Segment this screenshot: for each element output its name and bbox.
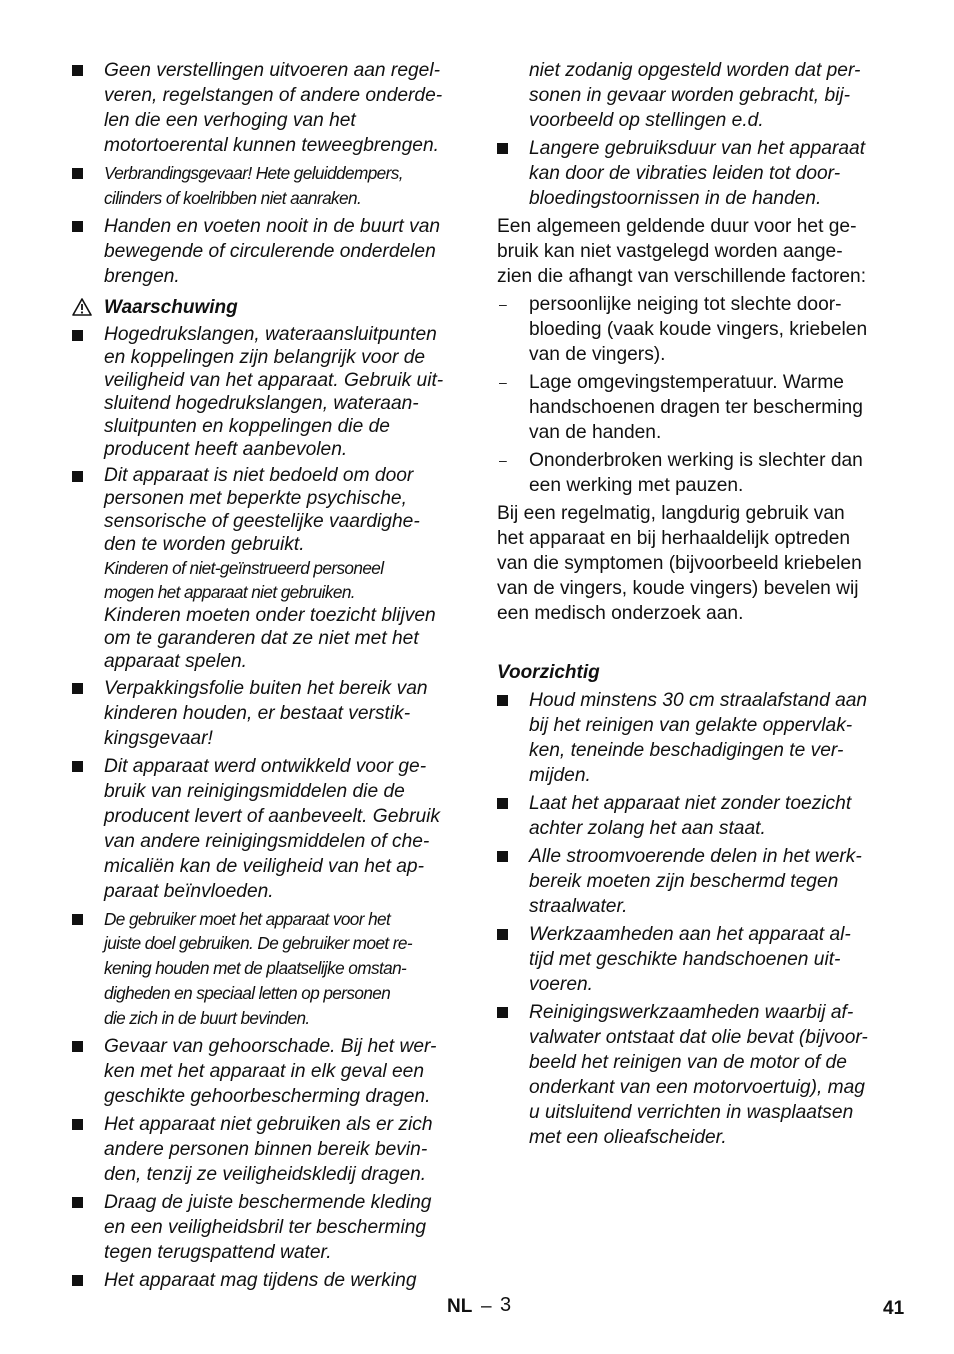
dash-item-text: Lage omgevingstemperatuur. Warme handschoenen dragen ter bescherming van de handen. bbox=[529, 372, 863, 443]
footer-language: NL bbox=[447, 1296, 473, 1317]
footer-section-page: 3 bbox=[500, 1294, 512, 1316]
list-item-continuation bbox=[497, 58, 889, 133]
list-item-text: Alle stroomvoerende delen in het werk- bereik moeten zijn beschermd tegen straalwater. bbox=[529, 846, 862, 917]
dash-list-item bbox=[497, 370, 889, 445]
warning-label: Waarschuwing bbox=[104, 296, 238, 318]
right-column bbox=[497, 58, 889, 1153]
square-bullet-icon bbox=[72, 1275, 83, 1286]
list-item bbox=[72, 161, 464, 211]
list-item-text: Handen en voeten nooit in de buurt van bewegende of circulerende onderdelen brengen. bbox=[104, 215, 441, 287]
square-bullet-icon bbox=[497, 143, 508, 154]
dash-marker: – bbox=[499, 374, 507, 390]
list-item-text: Geen verstellingen uitvoeren aan regel- veren, regelstangen of andere onderde- len die een verhoging van het motortoerental kunnen teweegbrengen. bbox=[104, 60, 443, 156]
children-note: Kinderen of niet-geïnstrueerd personeel mogen het apparaat niet gebruiken. bbox=[104, 557, 384, 602]
list-item-text: Laat het apparaat niet zonder toezicht achter zolang het aan staat. bbox=[529, 793, 852, 839]
list-item bbox=[72, 1112, 464, 1187]
square-bullet-icon bbox=[72, 1041, 83, 1052]
footer-dash: – bbox=[481, 1296, 492, 1317]
list-item-text: Reinigingswerkzaamheden waarbij af- valwater ontstaat dat olie bevat (bijvoor- beeld het reinigen van de motor of de onderkant van een motorvoertuig), mag u uitsluitend verrichten in wasplaatsen met een olieafscheider. bbox=[529, 1002, 868, 1148]
caution-heading: Voorzichtig bbox=[497, 662, 600, 683]
dash-item-text: persoonlijke neiging tot slechte door- bloeding (vaak koude vingers, kriebelen van de vingers). bbox=[529, 294, 868, 365]
list-item bbox=[72, 323, 464, 461]
list-item-text: Dit apparaat werd ontwikkeld voor ge- bruik van reinigingsmiddelen die de producent levert of aanbeveelt. Gebruik van andere reinigingsmiddelen of che- micaliën kan de veiligheid van het ap- paraat beïnvloeden. bbox=[104, 755, 440, 902]
list-item bbox=[497, 922, 889, 997]
square-bullet-icon bbox=[72, 330, 83, 341]
list-item-text: Verpakkingsfolie buiten het bereik van kinderen houden, er bestaat verstik- kingsgevaar! bbox=[104, 677, 428, 749]
square-bullet-icon bbox=[497, 929, 508, 940]
dash-list-item bbox=[497, 448, 889, 498]
list-item bbox=[497, 1000, 889, 1150]
list-item-text: Werkzaamheden aan het apparaat al- tijd met geschikte handschoenen uit- voeren. bbox=[529, 924, 851, 995]
square-bullet-icon bbox=[72, 168, 83, 179]
paragraph-duration: Een algemeen geldende duur voor het ge- bruik kan niet vastgelegd worden aange- zien die afhangt van verschillende factoren: bbox=[497, 216, 867, 287]
dash-list-item bbox=[497, 292, 889, 367]
list-item bbox=[497, 844, 889, 919]
list-item-text: Het apparaat niet gebruiken als er zich andere personen binnen bereik bevin- den, tenzij ze veiligheidskledij dragen. bbox=[104, 1113, 433, 1185]
list-item bbox=[72, 676, 464, 751]
list-item bbox=[72, 58, 464, 158]
list-item bbox=[497, 688, 889, 788]
page-number: 41 bbox=[883, 1298, 905, 1319]
square-bullet-icon bbox=[72, 221, 83, 232]
dash-item-text: Ononderbroken werking is slechter dan een werking met pauzen. bbox=[529, 450, 863, 496]
paragraph-medical: Bij een regelmatig, langdurig gebruik van het apparaat en bij herhaaldelijk optreden van die symptomen (bijvoorbeeld kriebelen van de vingers, koude vingers) bevelen wij een medisch onderzoek aan. bbox=[497, 503, 862, 624]
square-bullet-icon bbox=[72, 683, 83, 694]
list-item bbox=[72, 907, 464, 1031]
square-bullet-icon bbox=[497, 851, 508, 862]
list-item bbox=[72, 1034, 464, 1109]
list-item bbox=[72, 464, 464, 673]
square-bullet-icon bbox=[72, 65, 83, 76]
list-item bbox=[72, 214, 464, 289]
dash-marker: – bbox=[499, 452, 507, 468]
warning-triangle-icon bbox=[72, 298, 92, 316]
square-bullet-icon bbox=[72, 471, 83, 482]
list-item-text: Het apparaat mag tijdens de werking bbox=[104, 1269, 417, 1291]
square-bullet-icon bbox=[72, 1119, 83, 1130]
square-bullet-icon bbox=[72, 1197, 83, 1208]
list-item bbox=[497, 136, 889, 211]
list-item-text: Dit apparaat is niet bedoeld om door personen met beperkte psychische, sensorische of geestelijke vaardighe- den te worden gebruikt. bbox=[104, 464, 420, 555]
square-bullet-icon bbox=[497, 1007, 508, 1018]
list-item bbox=[72, 1190, 464, 1265]
list-item-text: Langere gebruiksduur van het apparaat kan door de vibraties leiden tot door- bloedingstoornissen in de handen. bbox=[529, 138, 866, 209]
warning-heading bbox=[72, 295, 464, 320]
list-item-text: De gebruiker moet het apparaat voor het juiste doel gebruiken. De gebruiker moet re- kening houden met de plaatselijke omstan- digheden en speciaal letten op personen die zich in de buurt bevinden. bbox=[104, 908, 412, 1028]
list-item bbox=[72, 754, 464, 904]
square-bullet-icon bbox=[497, 798, 508, 809]
list-item-text: Kinderen moeten onder toezicht blijven om te garanderen dat ze niet met het apparaat spelen. bbox=[104, 604, 436, 672]
list-item-text: Gevaar van gehoorschade. Bij het wer- ken met het apparaat in elk geval een geschikte gehoorbescherming dragen. bbox=[104, 1035, 437, 1107]
list-item-text: Verbrandingsgevaar! Hete geluiddempers, cilinders of koelribben niet aanraken. bbox=[104, 163, 403, 208]
square-bullet-icon bbox=[72, 761, 83, 772]
left-column bbox=[72, 58, 464, 1296]
square-bullet-icon bbox=[72, 914, 83, 925]
square-bullet-icon bbox=[497, 695, 508, 706]
dash-marker: – bbox=[499, 296, 507, 312]
list-item-text: Hogedrukslangen, wateraansluitpunten en koppelingen zijn belangrijk voor de veiligheid van het apparaat. Gebruik uit- sluitend hogedrukslangen, wateraan- sluitpunten en koppelingen die de producent heeft aanbevolen. bbox=[104, 323, 444, 460]
list-item bbox=[497, 791, 889, 841]
list-item-text: niet zodanig opgesteld worden dat per- sonen in gevaar worden gebracht, bij- voorbeeld op stellingen e.d. bbox=[529, 60, 861, 131]
list-item-text: Draag de juiste beschermende kleding en een veiligheidsbril ter bescherming tegen terugspattend water. bbox=[104, 1191, 432, 1263]
list-item-text: Houd minstens 30 cm straalafstand aan bij het reinigen van gelakte oppervlak- ken, teneinde beschadigingen te ver- mijden. bbox=[529, 690, 868, 786]
list-item bbox=[72, 1268, 464, 1293]
